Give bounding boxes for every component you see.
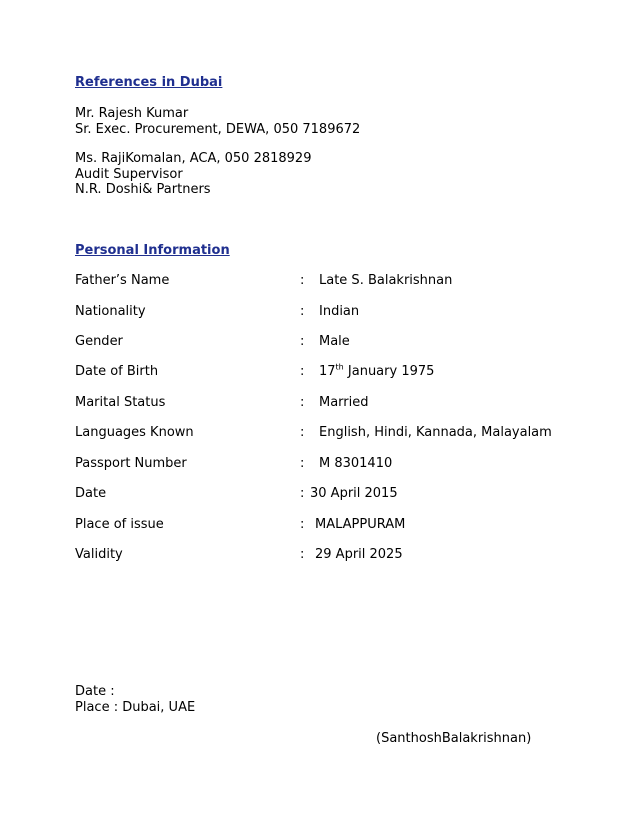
info-value: M 8301410 [319, 456, 393, 471]
info-value-dob [319, 364, 434, 379]
info-row-date-of-birth [75, 364, 595, 382]
info-row-gender [75, 334, 595, 352]
footer-place: Place : Dubai, UAE [75, 700, 196, 715]
reference-2-company: N.R. Doshi& Partners [75, 182, 211, 197]
dob-day: 17 [319, 364, 336, 379]
info-value: English, Hindi, Kannada, Malayalam [319, 425, 552, 440]
reference-2-name: Ms. RajiKomalan, ACA, 050 2818929 [75, 151, 312, 166]
personal-info-heading: Personal Information [75, 243, 230, 258]
info-label: Validity [75, 547, 123, 562]
info-row-issue-date [75, 486, 595, 504]
references-heading: References in Dubai [75, 75, 223, 90]
reference-1-detail: Sr. Exec. Procurement, DEWA, 050 7189672 [75, 122, 361, 137]
info-value: Late S. Balakrishnan [319, 273, 453, 288]
info-label: Languages Known [75, 425, 194, 440]
info-label: Place of issue [75, 517, 164, 532]
info-value: Indian [319, 304, 360, 319]
info-colon: : [300, 517, 305, 532]
info-colon: : [300, 486, 305, 501]
signature-name: (SanthoshBalakrishnan) [376, 731, 532, 746]
info-colon: : [300, 273, 305, 288]
footer-date: Date : [75, 684, 115, 699]
info-label: Gender [75, 334, 123, 349]
reference-1-name: Mr. Rajesh Kumar [75, 106, 189, 121]
info-colon: : [300, 425, 305, 440]
info-colon: : [300, 456, 305, 471]
info-row-passport-number [75, 456, 595, 474]
info-label: Date [75, 486, 107, 501]
info-label: Nationality [75, 304, 146, 319]
info-label: Date of Birth [75, 364, 159, 379]
info-label: Father’s Name [75, 273, 170, 288]
info-colon: : [300, 395, 305, 410]
info-colon: : [300, 304, 305, 319]
dob-month-year: January 1975 [347, 364, 435, 379]
info-value: Married [319, 395, 369, 410]
reference-2-title: Audit Supervisor [75, 167, 183, 182]
info-row-languages [75, 425, 595, 443]
dob-day-suffix: th [335, 362, 344, 372]
info-value: 30 April 2015 [310, 486, 398, 501]
info-row-validity [75, 547, 595, 565]
info-label: Marital Status [75, 395, 166, 410]
info-row-nationality [75, 304, 595, 322]
info-value: MALAPPURAM [315, 517, 406, 532]
info-value: 29 April 2025 [315, 547, 403, 562]
info-row-fathers-name [75, 273, 595, 291]
info-row-place-of-issue [75, 517, 595, 535]
info-colon: : [300, 547, 305, 562]
info-value: Male [319, 334, 350, 349]
info-colon: : [300, 334, 305, 349]
info-row-marital-status [75, 395, 595, 413]
info-label: Passport Number [75, 456, 187, 471]
info-colon: : [300, 364, 305, 379]
